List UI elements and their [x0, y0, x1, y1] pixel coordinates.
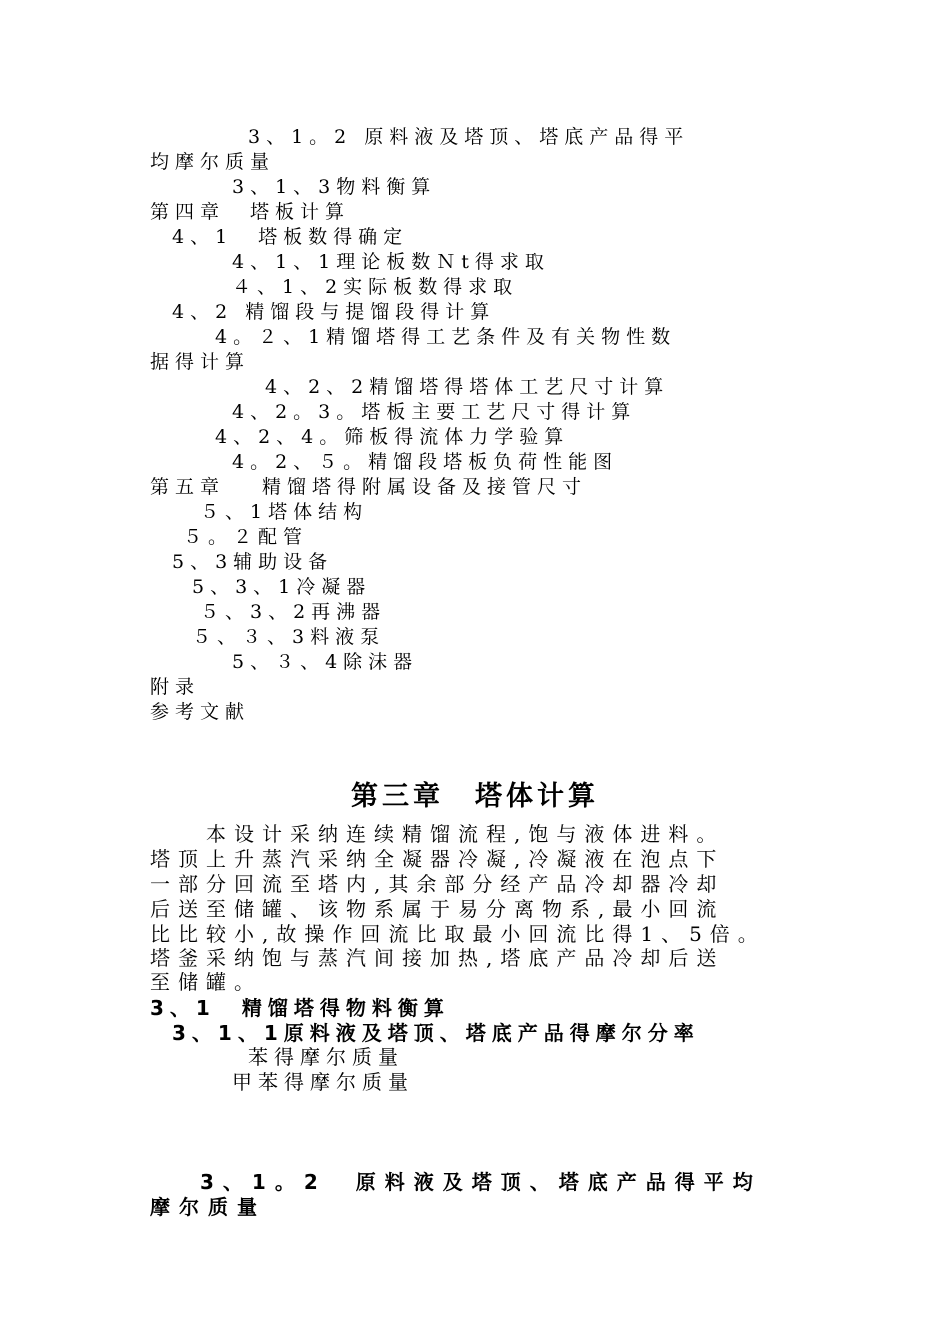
toc-item[interactable]: 4、2、2精馏塔得塔体工艺尺寸计算	[265, 376, 670, 398]
paragraph-line: 至储罐。	[150, 970, 262, 994]
toc-item[interactable]: ５、３、3料液泵	[192, 626, 386, 648]
chapter-title: 第三章 塔体计算	[351, 781, 599, 812]
toc-item[interactable]: 均摩尔质量	[150, 151, 276, 173]
toc-item[interactable]: 4。２、1精馏塔得工艺条件及有关物性数	[215, 326, 677, 348]
toc-item[interactable]: 4、2、4。筛板得流体力学验算	[215, 426, 570, 448]
paragraph-line: 塔釜采纳饱与蒸汽间接加热,塔底产品冷却后送	[150, 946, 725, 970]
toc-item[interactable]: 5、3、1冷凝器	[192, 576, 372, 598]
toc-item[interactable]: 4、2 精馏段与提馏段得计算	[172, 301, 496, 323]
toc-item[interactable]: ４、1、2实际板数得求取	[232, 276, 519, 298]
toc-item[interactable]: ５。２配管	[183, 526, 309, 548]
toc-item[interactable]: 3、1、3物料衡算	[232, 176, 437, 198]
toc-item[interactable]: 5、3辅助设备	[172, 551, 334, 573]
toc-item[interactable]: 4、2。3。塔板主要工艺尺寸得计算	[232, 401, 637, 423]
toc-item[interactable]: 参考文献	[150, 701, 251, 723]
section-heading-3-1-2-continued: 摩尔质量	[150, 1195, 266, 1219]
toc-item[interactable]: ５、1塔体结构	[200, 501, 369, 523]
paragraph-line: 塔顶上升蒸汽采纳全凝器冷凝,冷凝液在泡点下	[150, 847, 725, 871]
toc-item[interactable]: 5、３、4除沫器	[232, 651, 419, 673]
section-heading-3-1-2: 3、1。2 原料液及塔顶、塔底产品得平均	[200, 1170, 762, 1194]
toc-item[interactable]: 4。2、５。精馏段塔板负荷性能图	[232, 451, 619, 473]
toc-item[interactable]: 第四章 塔板计算	[150, 201, 351, 223]
paragraph-line: 一部分回流至塔内,其余部分经产品冷却器冷却	[150, 872, 725, 896]
toc-item[interactable]: 4、1、1理论板数Ｎt得求取	[232, 251, 550, 273]
paragraph-line: 本设计采纳连续精馏流程,饱与液体进料。	[150, 822, 725, 846]
toc-item[interactable]: 第五章 精馏塔得附属设备及接管尺寸	[150, 476, 588, 498]
toc-item[interactable]: 附录	[150, 676, 201, 698]
section-heading-3-1-1: 3、1、1原料液及塔顶、塔底产品得摩尔分率	[172, 1021, 700, 1045]
toc-item[interactable]: 据得计算	[150, 351, 251, 373]
paragraph-line: 比比较小,故操作回流比取最小回流比得1、5倍。	[150, 922, 766, 946]
toc-item[interactable]: 3、1。2 原料液及塔顶、塔底产品得平	[248, 126, 690, 148]
toc-item[interactable]: 4、1 塔板数得确定	[172, 226, 409, 248]
item-toluene-molar-mass: 甲苯得摩尔质量	[232, 1070, 414, 1094]
section-heading-3-1: 3、1 精馏塔得物料衡算	[150, 996, 450, 1020]
item-benzene-molar-mass: 苯得摩尔质量	[248, 1045, 404, 1069]
paragraph-line: 后送至储罐、该物系属于易分离物系,最小回流	[150, 897, 725, 921]
toc-item[interactable]: ５、3、2再沸器	[200, 601, 387, 623]
